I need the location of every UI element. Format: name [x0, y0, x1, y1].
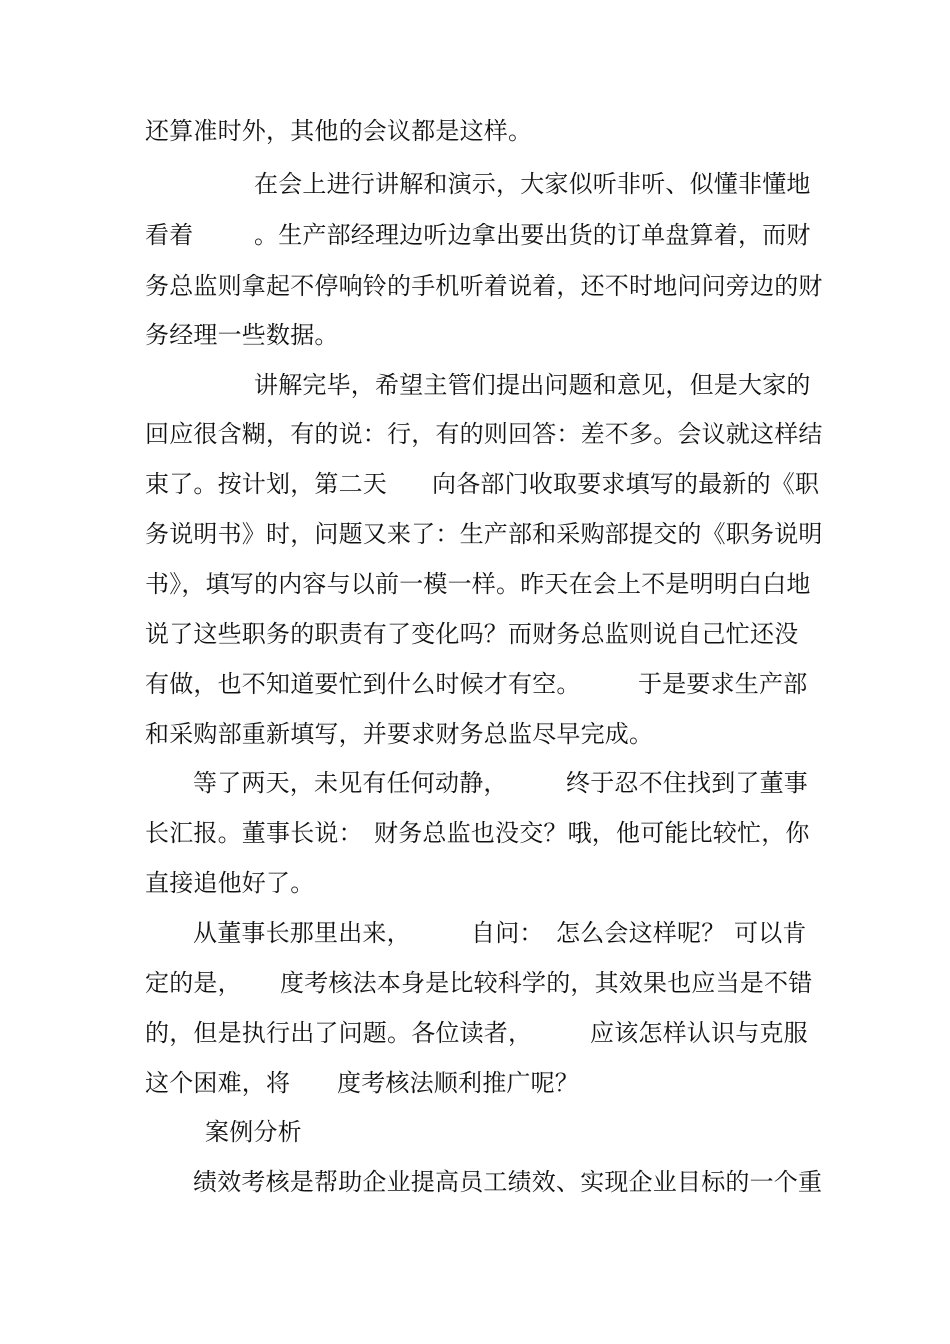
text-line: 在会上进行讲解和演示，大家似听非听、似懂非懂地	[254, 170, 811, 198]
text-line: 度考核法本身是比较科学的，其效果也应当是不错	[280, 969, 813, 997]
text-line: 有做，也不知道要忙到什么时候才有空。	[145, 670, 581, 698]
text-line: 务说明书》时，问题又来了：生产部和采购部提交的《职务说明	[145, 520, 823, 548]
text-line: 长汇报。董事长说：	[145, 819, 363, 847]
text-line: 从董事长那里出来，	[193, 919, 411, 947]
text-line: 自问：	[471, 919, 544, 947]
text-line: 等了两天，未见有任何动静，	[193, 769, 508, 797]
text-line: 财务总监也没交？哦，他可能比较忙，你	[374, 819, 810, 847]
text-line: 说了这些职务的职责有了变化吗？而财务总监则说自己忙还没	[145, 620, 799, 648]
text-line: 于是要求生产部	[638, 670, 808, 698]
text-line: 应该怎样认识与克服	[590, 1019, 808, 1047]
text-line: 的，但是执行出了问题。各位读者，	[145, 1019, 533, 1047]
text-line: 讲解完毕，希望主管们提出问题和意见，但是大家的	[254, 371, 811, 399]
text-line: 务总监则拿起不停响铃的手机听着说着，还不时地问问旁边的财	[145, 272, 823, 300]
text-line: 绩效考核是帮助企业提高员工绩效、实现企业目标的一个重	[193, 1168, 823, 1196]
text-line: 这个困难，将	[145, 1069, 291, 1097]
text-line: 向各部门收取要求填写的最新的《职	[432, 470, 820, 498]
text-line: 可以肯	[734, 919, 807, 947]
text-line: 直接追他好了。	[145, 869, 315, 897]
text-line: 书》，填写的内容与以前一模一样。昨天在会上不是明明白白地	[145, 570, 811, 598]
text-line: 。生产部经理边听边拿出要出货的订单盘算着，而财	[254, 221, 811, 249]
text-line: 终于忍不住找到了董事	[566, 769, 808, 797]
text-line: 回应很含糊，有的说：行，有的则回答：差不多。会议就这样结	[145, 420, 823, 448]
text-line: 怎么会这样呢？	[556, 919, 726, 947]
section-heading: 案例分析	[205, 1118, 302, 1146]
text-line: 还算准时外，其他的会议都是这样。	[145, 117, 533, 145]
text-line: 看着	[145, 221, 194, 249]
text-line: 务经理一些数据。	[145, 321, 339, 349]
text-line: 度考核法顺利推广呢？	[337, 1069, 579, 1097]
text-line: 定的是，	[145, 969, 242, 997]
text-line: 和采购部重新填写，并要求财务总监尽早完成。	[145, 720, 654, 748]
text-line: 束了。按计划，第二天	[145, 470, 387, 498]
